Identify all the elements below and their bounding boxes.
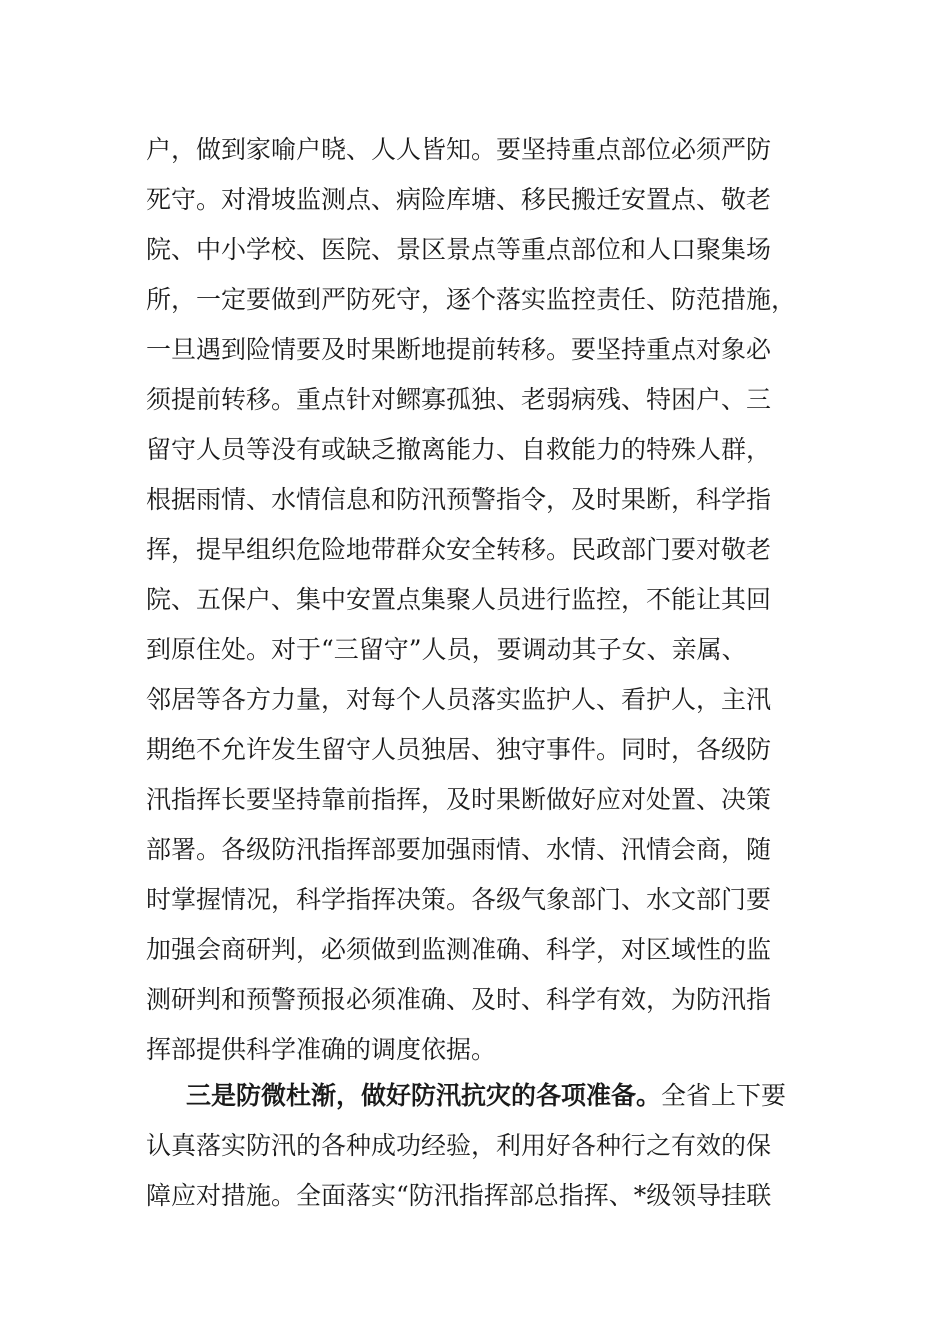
text-line: 死守。对滑坡监测点、病险库塘、移民搬迁安置点、敬老 [146,185,772,214]
text-line: 留守人员等没有或缺乏撤离能力、自救能力的特殊人群， [146,435,772,464]
text-line: 测研判和预警预报必须准确、及时、科学有效，为防汛指 [146,985,772,1014]
text-line: 时掌握情况，科学指挥决策。各级气象部门、水文部门要 [146,885,772,914]
text-line: 部署。各级防汛指挥部要加强雨情、水情、汛情会商，随 [146,835,772,864]
text-line: 汛指挥长要坚持靠前指挥，及时果断做好应对处置、决策 [146,785,772,814]
paragraph-2 [146,1071,806,1221]
heading-followup-text: 全省上下要 [661,1081,787,1110]
text-line: 挥部提供科学准确的调度依据。 [146,1035,497,1064]
text-line: 期绝不允许发生留守人员独居、独守事件。同时，各级防 [146,735,772,764]
text-line: 根据雨情、水情信息和防汛预警指令，及时果断，科学指 [146,485,772,514]
text-line: 障应对措施。全面落实“防汛指挥部总指挥、*级领导挂联 [146,1181,772,1210]
section-heading: 三是防微杜渐，做好防汛抗灾的各项准备。 [186,1081,662,1110]
text-line: 一旦遇到险情要及时果断地提前转移。要坚持重点对象必 [146,335,772,364]
text-line: 院、中小学校、医院、景区景点等重点部位和人口聚集场 [146,235,772,264]
text-line: 到原住处。对于“三留守”人员，要调动其子女、亲属、 [146,635,747,664]
text-line: 认真落实防汛的各种成功经验，利用好各种行之有效的保 [146,1131,772,1160]
text-line: 户，做到家喻户晓、人人皆知。要坚持重点部位必须严防 [146,135,772,164]
text-line: 须提前转移。重点针对鳏寡孤独、老弱病残、特困户、三 [146,385,772,414]
text-line: 邻居等各方力量，对每个人员落实监护人、看护人，主汛 [146,685,772,714]
text-line: 加强会商研判，必须做到监测准确、科学，对区域性的监 [146,935,772,964]
paragraph-1 [146,125,806,1075]
paragraph-first-line [146,1071,806,1121]
text-line: 所，一定要做到严防死守，逐个落实监控责任、防范措施， [146,285,797,314]
text-line: 院、五保户、集中安置点集聚人员进行监控，不能让其回 [146,585,772,614]
text-line: 挥，提早组织危险地带群众安全转移。民政部门要对敬老 [146,535,772,564]
